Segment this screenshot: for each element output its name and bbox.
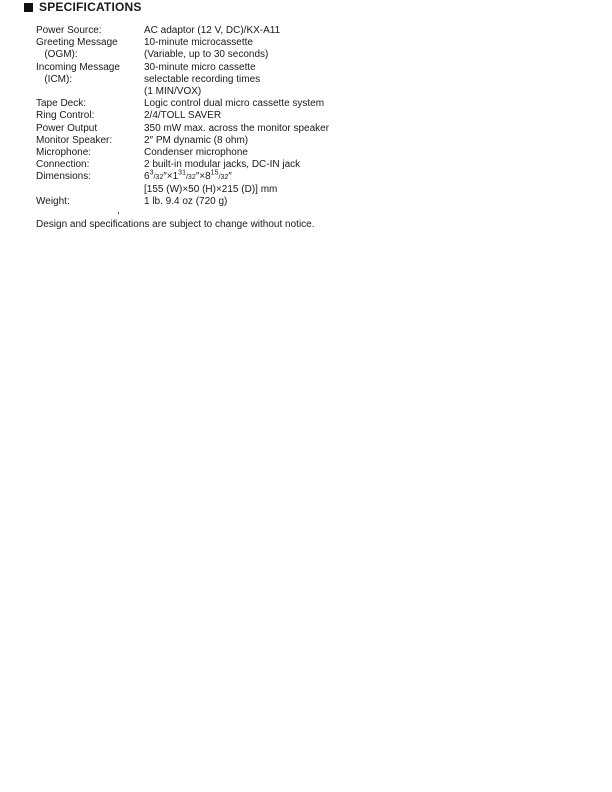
spec-row-dimensions [36, 171, 329, 183]
spec-value: 2/4/TOLL SAVER [144, 110, 222, 122]
spec-label: Microphone: [36, 147, 92, 159]
dim-d-den: 32 [220, 174, 229, 182]
spec-label: (ICM): [36, 73, 73, 85]
spec-row-icm [36, 74, 329, 86]
spec-row-microphone [36, 147, 329, 159]
spec-row-tape-deck [36, 98, 329, 110]
inch-mark: ″× [163, 171, 173, 183]
print-speck [118, 212, 119, 214]
spec-row-icm-cont [36, 86, 329, 98]
dim-h-num: 31 [178, 170, 186, 178]
spec-row-weight [36, 196, 329, 208]
spec-label: Weight: [36, 195, 70, 207]
spec-list [36, 25, 329, 208]
dim-d-num: 15 [210, 170, 219, 178]
dim-h-whole: 1 [172, 171, 179, 183]
spec-label: Incoming Message [36, 61, 120, 73]
inch-mark: ″ [228, 171, 232, 183]
dim-w-den: 32 [155, 174, 164, 182]
spec-value: 30-minute micro cassette [144, 61, 256, 73]
inch-mark: ″× [195, 171, 206, 183]
spec-value: 2 built-in modular jacks, DC-IN jack [144, 159, 301, 171]
fraction-slash: / [185, 174, 188, 182]
spec-value: Condenser microphone [144, 147, 248, 159]
dim-w-num: 3 [149, 170, 154, 178]
section-title: SPECIFICATIONS [39, 0, 142, 14]
spec-label: Tape Deck: [36, 98, 87, 110]
spec-value: (Variable, up to 30 seconds) [144, 49, 269, 61]
spec-label-empty [36, 184, 144, 196]
dim-w-whole: 6 [144, 171, 150, 183]
spec-value: Logic control dual micro cassette system [144, 98, 325, 110]
dimensions-metric: [155 (W)×50 (H)×215 (D)] mm [144, 183, 278, 195]
spec-row-greeting-message [36, 37, 329, 49]
spec-row-monitor-speaker [36, 135, 329, 147]
spec-row-ring-control [36, 110, 329, 122]
dim-h-den: 32 [187, 174, 196, 182]
change-notice: Design and specifications are subject to change without notice. [36, 219, 315, 230]
spec-label: Monitor Speaker: [36, 134, 113, 146]
spec-label [36, 86, 144, 98]
spec-value: 2″ PM dynamic (8 ohm) [144, 134, 249, 146]
spec-label: Power Source: [36, 25, 102, 36]
spec-row-ogm [36, 49, 329, 61]
spec-row-incoming-message [36, 62, 329, 74]
square-bullet-icon [24, 3, 33, 12]
spec-value: 10-minute microcassette [144, 37, 253, 49]
spec-row-power-source [36, 25, 329, 37]
spec-row-dimensions-metric [36, 184, 329, 196]
spec-label: Dimensions: [36, 171, 92, 183]
spec-label: Ring Control: [36, 110, 95, 122]
spec-label: Connection: [36, 159, 90, 171]
spec-value: selectable recording times [144, 73, 261, 85]
spec-value: 1 lb. 9.4 oz (720 g) [144, 195, 228, 207]
spec-value: (1 MIN/VOX) [144, 86, 202, 98]
spec-label: Greeting Message [36, 37, 118, 49]
fraction-slash: / [153, 174, 156, 182]
spec-value: AC adaptor (12 V, DC)/KX-A11 [144, 25, 281, 36]
dim-d-whole: 8 [205, 171, 211, 183]
spec-row-power-output [36, 123, 329, 135]
spec-value: 350 mW max. across the monitor speaker [144, 122, 330, 134]
spec-label: Power Output [36, 122, 98, 134]
dimensions-imperial [144, 171, 232, 183]
section-heading [24, 0, 142, 14]
fraction-slash: / [218, 174, 221, 182]
spec-label: (OGM): [36, 49, 78, 61]
